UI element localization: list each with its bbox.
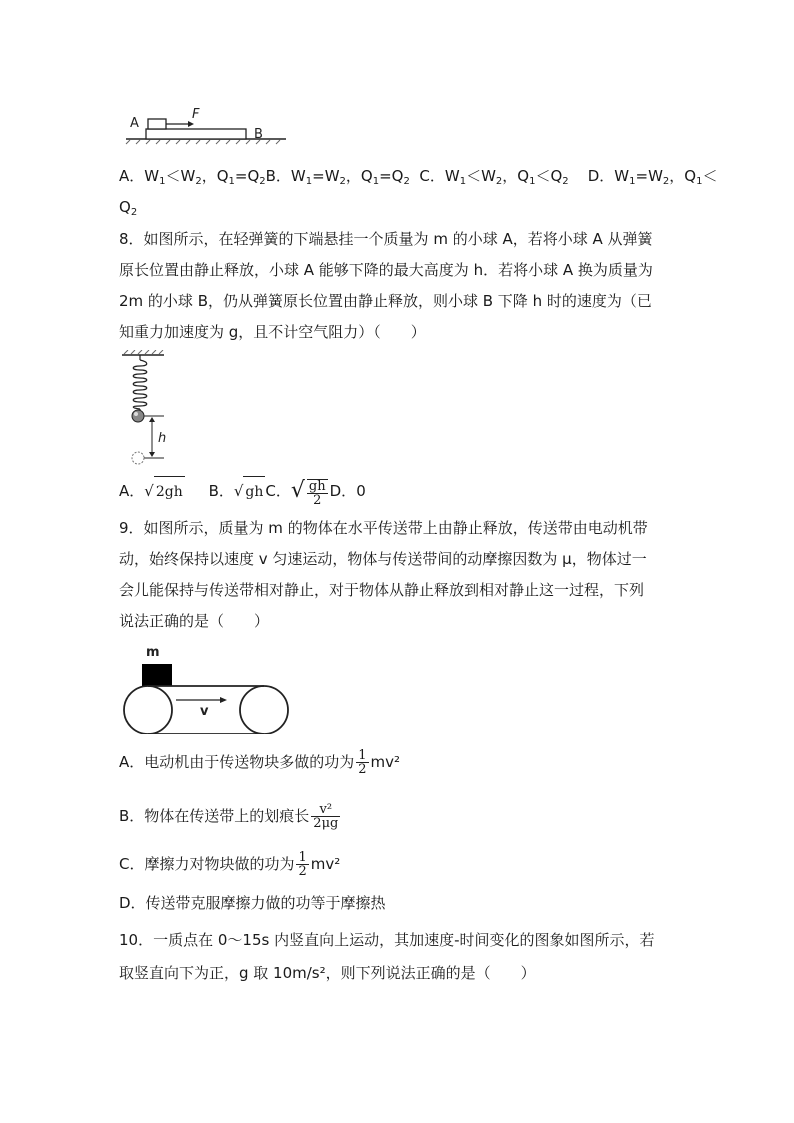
q9-line-4: 说法正确的是（ ）	[119, 612, 270, 630]
q7-options	[119, 166, 718, 192]
q7-option-a: A．$W_1<W_2$，$Q_1=Q_2$	[119, 167, 266, 187]
q10-line-1: 10．一质点在 0～15s 内竖直向上运动，其加速度-时间变化的图象如图所示，若	[119, 931, 655, 949]
q9-option-d: D．传送带克服摩擦力做的功等于摩擦热	[119, 894, 386, 912]
q8-line-2: 原长位置由静止释放，小球 A 能够下降的最大高度为 h．若将小球 A 换为质量为	[119, 261, 653, 279]
q9-option-b: B．物体在传送带上的划痕长 $\frac{\text{v²}}{2\mu g}$	[119, 802, 339, 831]
q7-label-a: A	[130, 116, 139, 131]
q9-label-v: v	[200, 704, 209, 719]
q7-label-f: F	[192, 107, 200, 122]
q8-line-3: 2m 的小球 B，仍从弹簧原长位置由静止释放，则小球 B 下降 h 时的速度为（已	[119, 292, 652, 310]
q10-line-2: 取竖直向下为正，g 取 10m/s²，则下列说法正确的是（ ）	[119, 964, 536, 982]
q9-option-c: C．摩擦力对物块做的功为 $\frac{1}{2}$ mv²	[119, 850, 341, 879]
q8-option-a: A．√ 2gh	[119, 482, 185, 500]
q7-label-b: B	[254, 127, 263, 142]
q8-label-h: h	[158, 431, 167, 446]
q8-option-c: C．√ $\frac{gh}{2}$	[265, 478, 326, 508]
q8-option-d: D．0	[329, 482, 366, 500]
q8-line-1: 8．如图所示，在轻弹簧的下端悬挂一个质量为 m 的小球 A，若将小球 A 从弹簧	[119, 230, 653, 248]
q7-option-d-wrap: $Q_2$	[119, 198, 138, 218]
q9-line-2: 动，始终保持以速度 v 匀速运动，物体与传送带间的动摩擦因数为 μ，物体过一	[119, 550, 647, 568]
q8-options	[119, 476, 366, 506]
q7-option-c: C．$W_1<W_2$，$Q_1<Q_2$	[419, 167, 569, 187]
q7-block-plank-figure	[118, 100, 290, 145]
q9-label-m: m	[146, 645, 160, 660]
q7-option-b: B．$W_1=W_2$，$Q_1=Q_2$	[265, 167, 410, 187]
q9-line-1: 9．如图所示，质量为 m 的物体在水平传送带上由静止释放，传送带由电动机带	[119, 519, 648, 537]
q8-option-b: B．√ gh	[209, 482, 266, 500]
q8-spring-figure	[118, 350, 168, 468]
q9-conveyor-figure	[118, 640, 293, 734]
q7-option-d: D．$W_1=W_2$，$Q_1<$	[587, 167, 718, 187]
q9-option-a: A．电动机由于传送物块多做的功为 $\frac{1}{2}$ mv²	[119, 748, 401, 777]
q9-line-3: 会儿能保持与传送带相对静止，对于物体从静止释放到相对静止这一过程，下列	[119, 581, 645, 599]
q8-line-4: 知重力加速度为 g，且不计空气阻力）（ ）	[119, 323, 426, 341]
